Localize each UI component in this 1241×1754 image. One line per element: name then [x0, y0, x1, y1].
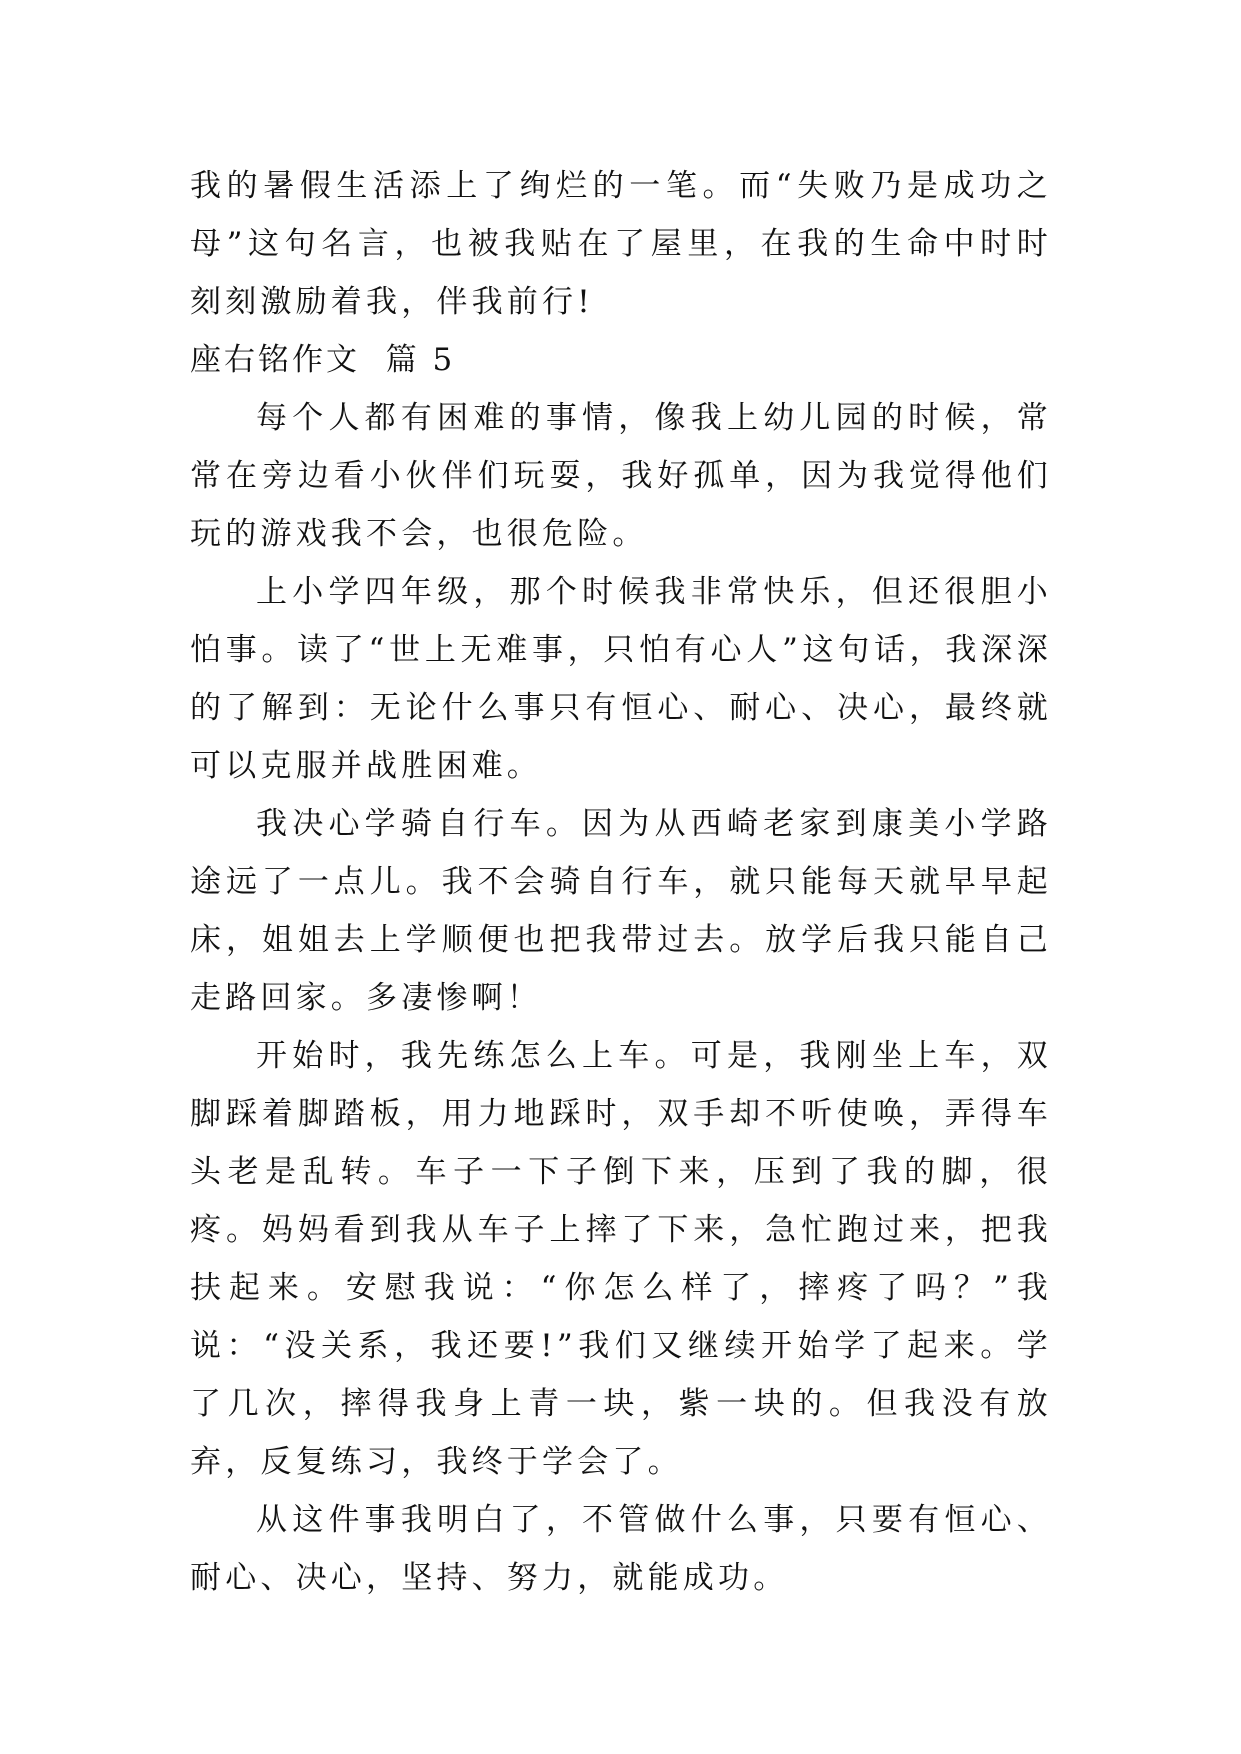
paragraph: 开始时，我先练怎么上车。可是，我刚坐上车，双脚踩着脚踏板，用力地踩时，双手却不听使唤，弄得车头老是乱转。车子一下子倒下来，压到了我的脚，很疼。妈妈看到我从车子上摔了下来，急忙跑过来，把我扶起来。安慰我说：“你怎么样了，摔疼了吗？”我说：“没关系，我还要!”我们又继续开始学了起来。学了几次，摔得我身上青一块，紫一块的。但我没有放弃，反复练习，我终于学会了。	[190, 1038, 1052, 1480]
section-heading: 座右铭作文 篇 5	[190, 342, 456, 378]
paragraph: 我决心学骑自行车。因为从西崎老家到康美小学路途远了一点儿。我不会骑自行车，就只能每天就早早起床，姐姐去上学顺便也把我带过去。放学后我只能自己走路回家。多凄惨啊！	[190, 806, 1052, 1016]
paragraph: 每个人都有困难的事情，像我上幼儿园的时候，常常在旁边看小伙伴们玩耍，我好孤单，因为我觉得他们玩的游戏我不会，也很危险。	[190, 400, 1052, 552]
intro-paragraph: 我的暑假生活添上了绚烂的一笔。而“失败乃是成功之母”这句名言，也被我贴在了屋里，在我的生命中时时刻刻激励着我，伴我前行!	[190, 168, 1052, 320]
document-body	[190, 157, 1052, 1607]
paragraph: 上小学四年级，那个时候我非常快乐，但还很胆小怕事。读了“世上无难事，只怕有心人”这句话，我深深的了解到：无论什么事只有恒心、耐心、决心，最终就可以克服并战胜困难。	[190, 574, 1052, 784]
paragraph: 从这件事我明白了，不管做什么事，只要有恒心、耐心、决心，坚持、努力，就能成功。	[190, 1502, 1052, 1596]
